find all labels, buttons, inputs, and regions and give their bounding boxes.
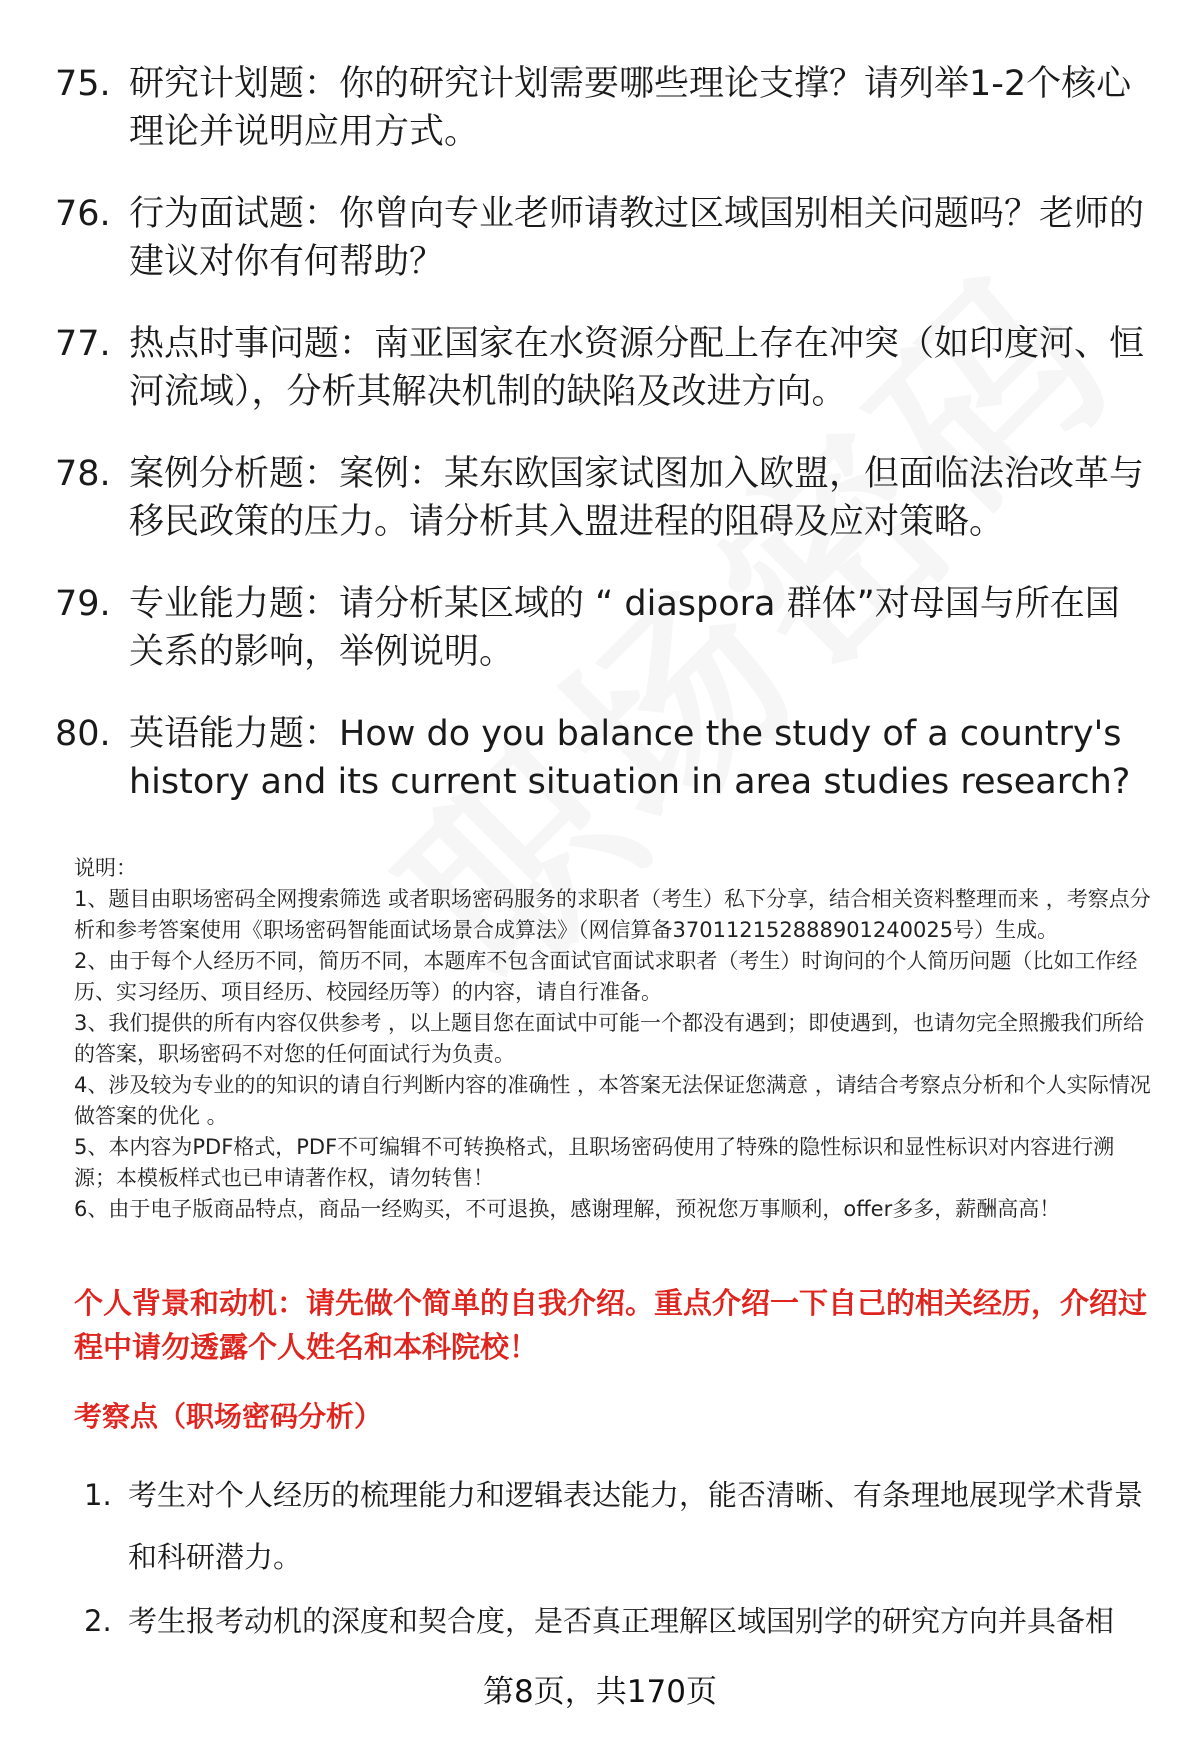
question-text: 研究计划题：你的研究计划需要哪些理论支撑？请列举1-2个核心理论并说明应用方式。: [129, 64, 1132, 152]
analysis-points: [84, 1464, 1154, 1654]
section-title: 个人背景和动机：请先做个简单的自我介绍。重点介绍一下自己的相关经历，介绍过程中请勿透露个人姓名和本科院校！: [74, 1286, 1148, 1364]
list-item: [84, 1464, 1154, 1588]
notes-heading: 说明：: [74, 856, 137, 880]
question-item: [55, 190, 1145, 286]
question-text: 英语能力题：How do you balance the study of a country's history and its current situation in area studies research?: [129, 714, 1131, 802]
note-item: 1、题目由职场密码全网搜索筛选 或者职场密码服务的求职者（考生）私下分享，结合相关资料整理而来 ，考察点分析和参考答案使用《职场密码智能面试场景合成算法》（网信算备370112152888901240025号）生成。: [74, 887, 1151, 942]
list-item: [84, 1590, 1154, 1652]
question-item: [55, 320, 1145, 416]
notes-block: [74, 853, 1154, 1225]
point-number: 2.: [84, 1604, 112, 1638]
note-item: 4、涉及较为专业的的知识的请自行判断内容的准确性 ，本答案无法保证您满意 ，请结合考察点分析和个人实际情况做答案的优化 。: [74, 1073, 1151, 1128]
analysis-subtitle: 考察点（职场密码分析）: [74, 1400, 383, 1433]
question-text: 专业能力题：请分析某区域的 “ diaspora 群体”对母国与所在国关系的影响，举例说明。: [129, 584, 1120, 672]
question-item: [55, 450, 1145, 546]
note-item: 6、由于电子版商品特点，商品一经购买，不可退换，感谢理解，预祝您万事顺利，offer多多，薪酬高高！: [74, 1197, 1061, 1221]
question-number: 78.: [55, 454, 111, 494]
question-number: 79.: [55, 584, 111, 624]
point-text: 考生对个人经历的梳理能力和逻辑表达能力，能否清晰、有条理地展现学术背景和科研潜力。: [128, 1478, 1144, 1574]
question-number: 76.: [55, 194, 111, 234]
note-item: 2、由于每个人经历不同，简历不同，本题库不包含面试官面试求职者（考生）时询问的个人简历问题（比如工作经历、实习经历、项目经历、校园经历等）的内容，请自行准备。: [74, 949, 1138, 1004]
note-item: 3、我们提供的所有内容仅供参考 ，以上题目您在面试中可能一个都没有遇到；即使遇到，也请勿完全照搬我们所给的答案，职场密码不对您的任何面试行为负责。: [74, 1011, 1145, 1066]
page-footer: 第8页，共170页: [483, 1674, 717, 1710]
question-item: [55, 710, 1145, 806]
question-text: 行为面试题：你曾向专业老师请教过区域国别相关问题吗？老师的建议对你有何帮助？: [129, 194, 1145, 282]
question-list: [55, 60, 1145, 840]
point-number: 1.: [84, 1478, 112, 1512]
question-number: 77.: [55, 324, 111, 364]
question-text: 案例分析题：案例：某东欧国家试图加入欧盟，但面临法治改革与移民政策的压力。请分析其入盟进程的阻碍及应对策略。: [129, 454, 1145, 542]
question-text: 热点时事问题：南亚国家在水资源分配上存在冲突（如印度河、恒河流域），分析其解决机制的缺陷及改进方向。: [129, 324, 1145, 412]
question-number: 80.: [55, 714, 111, 754]
question-item: [55, 580, 1145, 676]
question-item: [55, 60, 1145, 156]
note-item: 5、本内容为PDF格式，PDF不可编辑不可转换格式，且职场密码使用了特殊的隐性标识和显性标识对内容进行溯源；本模板样式也已申请著作权，请勿转售！: [74, 1135, 1115, 1190]
point-text: 考生报考动机的深度和契合度，是否真正理解区域国别学的研究方向并具备相: [128, 1604, 1115, 1638]
question-number: 75.: [55, 64, 111, 104]
